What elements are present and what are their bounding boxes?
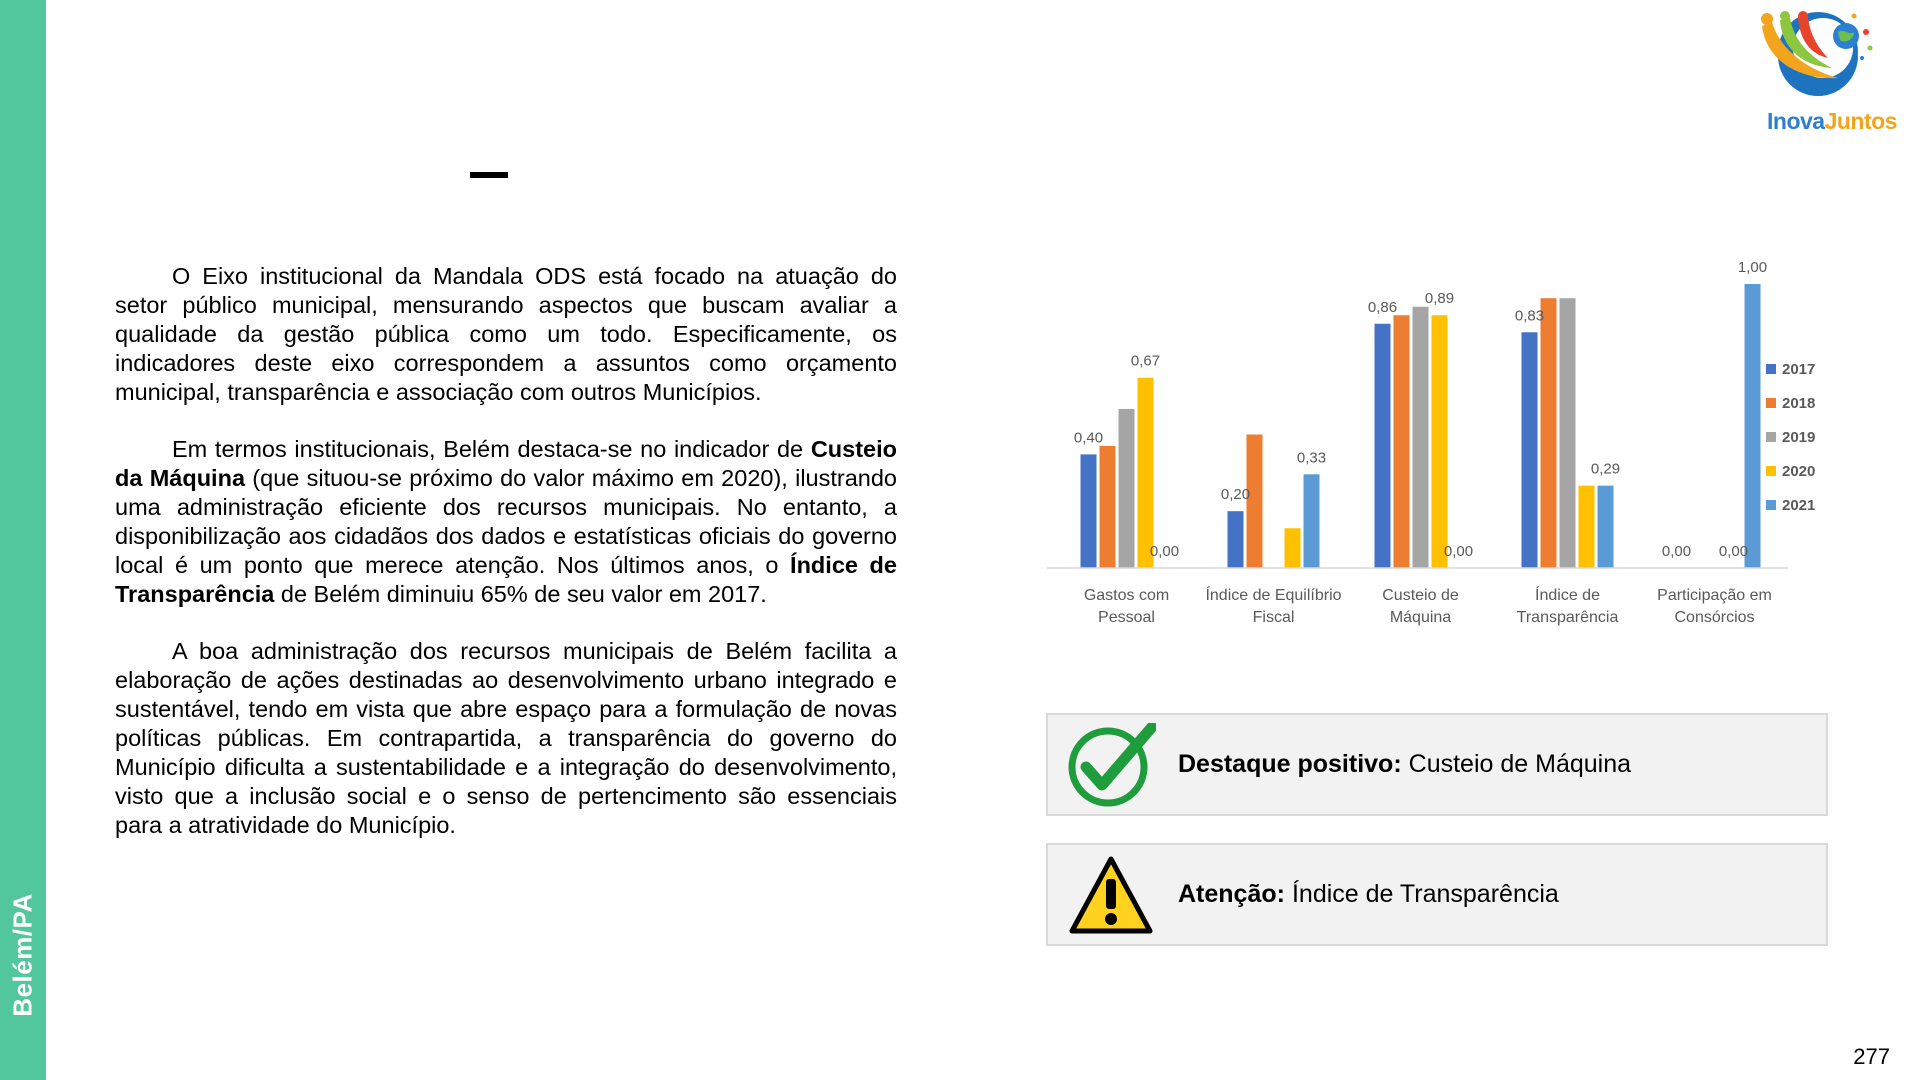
legend-label-2021: 2021 — [1782, 497, 1816, 514]
bar-2017-2 — [1375, 324, 1391, 568]
title-dash — [470, 172, 508, 178]
page-number: 277 — [1853, 1044, 1890, 1069]
category-label-0-0: Gastos com — [1083, 587, 1170, 604]
positive-label: Destaque positivo: — [1178, 750, 1402, 778]
attention-card — [1046, 843, 1828, 946]
category-label-2-0: Custeio de — [1382, 587, 1459, 604]
legend-swatch-2021 — [1766, 500, 1776, 510]
legend-label-2019: 2019 — [1782, 429, 1816, 446]
data-label-3-4: 0,29 — [1590, 460, 1621, 478]
legend-swatch-2017 — [1766, 364, 1776, 374]
data-label-1-4: 0,33 — [1296, 449, 1327, 467]
bar-2021-1 — [1304, 474, 1320, 568]
legend-label-2017: 2017 — [1782, 361, 1816, 378]
bar-2019-0 — [1119, 409, 1135, 568]
category-label-3-1: Transparência — [1516, 609, 1619, 626]
positive-highlight-card — [1046, 713, 1828, 816]
data-label-0-4: 0,00 — [1149, 543, 1180, 560]
data-label-4-4: 1,00 — [1737, 259, 1768, 276]
bar-2019-2 — [1413, 307, 1429, 568]
bar-2017-0 — [1081, 454, 1097, 568]
legend-label-2020: 2020 — [1782, 463, 1816, 480]
paragraph-1: O Eixo institucional da Mandala ODS está focado na atuação do setor público municipal, mensurando aspectos que buscam avaliar a qualidade da gestão pública como um todo. Especificamente, os indicadores deste eixo correspondem a assuntos como orçamento municipal, transparência e associação com outros Municípios. — [115, 263, 897, 405]
checkmark-icon — [1066, 723, 1156, 808]
data-label-3-0: 0,83 — [1514, 307, 1545, 325]
highlight-transparencia: Índice de Transparência — [115, 552, 897, 607]
paragraph-3: A boa administração dos recursos municipais de Belém facilita a elaboração de ações destinadas ao desenvolvimento urbano integrado e sustentável, tendo em vista que abre espaço para a formulação de novas políticas públicas. Em contrapartida, a transparência do governo do Município dificulta a sustentabilidade e a integração do desenvolvimento, visto que a inclusão social e o senso de pertencimento são essenciais para a atratividade do Município. — [115, 638, 897, 838]
legend-swatch-2020 — [1766, 466, 1776, 476]
category-label-2-1: Máquina — [1389, 609, 1452, 626]
attention-value: Índice de Transparência — [1291, 880, 1559, 908]
category-label-1-0: Índice de Equilíbrio — [1205, 587, 1342, 604]
bar-2020-3 — [1579, 486, 1595, 568]
bar-2017-3 — [1522, 332, 1538, 568]
positive-value: Custeio de Máquina — [1408, 750, 1632, 778]
bar-2018-2 — [1394, 315, 1410, 568]
data-label-2-0: 0,86 — [1367, 298, 1398, 316]
bar-2021-4 — [1745, 284, 1761, 568]
data-label-2-3: 0,89 — [1424, 290, 1455, 308]
warning-icon — [1066, 853, 1156, 938]
data-label-0-0: 0,40 — [1073, 429, 1104, 447]
paragraph-2: Em termos institucionais, Belém destaca-se no indicador de Custeio da Máquina (que situou-se próximo do valor máximo em 2020), ilustrando uma administração eficiente dos recursos municipais. No entanto, a disponibilização aos cidadãos dos dados e estatísticas oficiais do governo local é um ponto que merece atenção. Nos últimos anos, o Índice de Transparência de Belém diminuiu 65% de seu valor em 2017. — [115, 436, 897, 607]
body-text — [115, 262, 897, 868]
bar-2018-3 — [1541, 298, 1557, 568]
indicator-bar-chart — [1030, 245, 1860, 635]
category-label-4-0: Participação em — [1657, 587, 1772, 604]
data-label-1-0: 0,20 — [1220, 486, 1251, 504]
data-label-4-3: 0,00 — [1718, 543, 1749, 560]
data-label-2-4: 0,00 — [1443, 543, 1474, 560]
legend-swatch-2018 — [1766, 398, 1776, 408]
bar-2020-0 — [1138, 378, 1154, 568]
sidebar-band — [0, 0, 46, 1080]
bar-2020-1 — [1285, 528, 1301, 568]
legend-label-2018: 2018 — [1782, 395, 1816, 412]
legend-swatch-2019 — [1766, 432, 1776, 442]
attention-label: Atenção: — [1178, 880, 1285, 908]
bar-2017-1 — [1228, 511, 1244, 568]
city-label: Belém/PA — [7, 893, 38, 1017]
logo-wordmark: InovaJuntos — [1767, 108, 1897, 134]
data-label-4-0: 0,00 — [1661, 543, 1692, 560]
data-label-0-3: 0,67 — [1130, 352, 1161, 370]
category-label-3-0: Índice de — [1535, 587, 1600, 604]
highlight-custeio: Custeio da Máquina — [115, 436, 897, 491]
category-label-0-1: Pessoal — [1098, 609, 1155, 626]
category-label-1-1: Fiscal — [1252, 609, 1295, 626]
bar-2018-0 — [1100, 446, 1116, 568]
bar-2019-3 — [1560, 298, 1576, 568]
bar-2021-3 — [1598, 486, 1614, 568]
category-label-4-1: Consórcios — [1674, 609, 1755, 626]
bar-2020-2 — [1432, 315, 1448, 568]
